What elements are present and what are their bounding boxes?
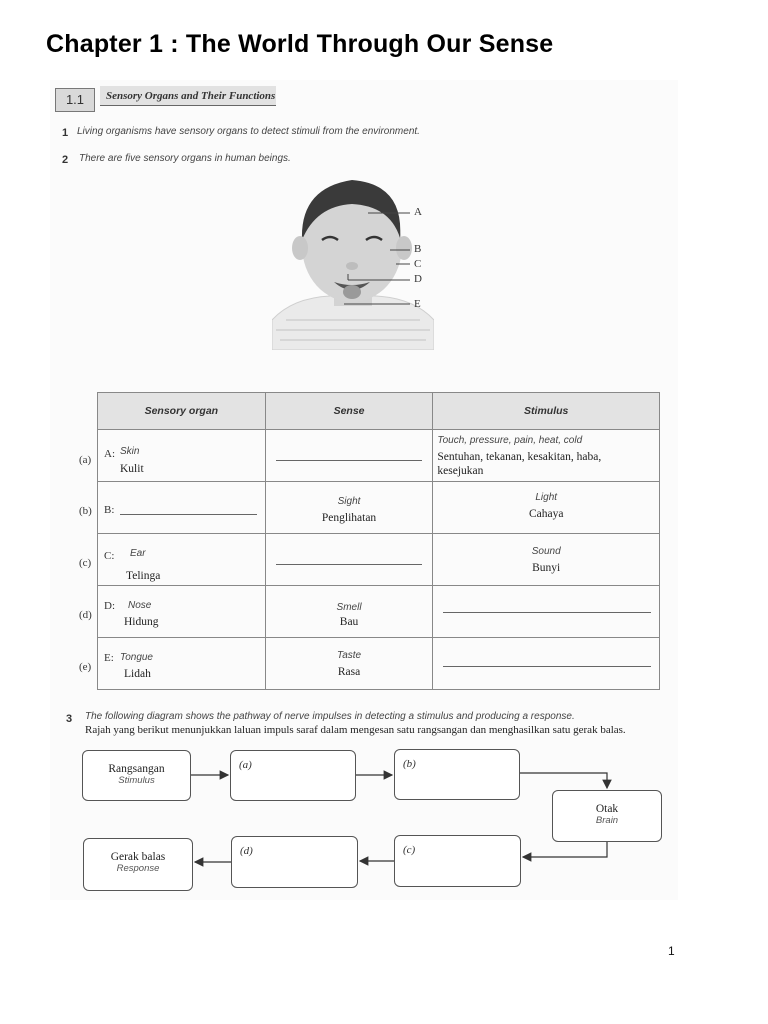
sense-malay: Bau (339, 616, 359, 628)
page-number: 1 (668, 944, 675, 958)
flow-label-b: (b) (403, 758, 416, 770)
sense-english: Smell (336, 602, 362, 613)
sense-english: Sight (337, 496, 361, 507)
sense-english: Taste (337, 650, 362, 661)
organ-letter: C: (104, 550, 115, 562)
arrow-brain-to-c (523, 842, 607, 857)
organ-malay: Kulit (120, 463, 144, 475)
stimulus-english: Touch, pressure, pain, heat, cold (437, 435, 583, 446)
stimulus-malay: Cahaya (528, 508, 564, 520)
brain-malay: Otak (595, 803, 619, 815)
question-1-number: 1 (62, 127, 69, 139)
header-sensory-organ: Sensory organ (98, 393, 266, 430)
face-label-d: D (414, 273, 422, 285)
header-sense: Sense (265, 393, 433, 430)
question-3-text-malay: Rajah yang berikut menunjukkan laluan impuls saraf dalam mengesan satu rangsangan dan menghasilkan satu gerak balas. (85, 724, 626, 736)
section-number: 1.1 (55, 88, 95, 112)
sense-malay: Rasa (337, 666, 361, 678)
organ-english: Tongue (120, 652, 153, 663)
organ-letter: E: (104, 652, 114, 664)
organ-malay: Hidung (124, 616, 159, 628)
flow-label-c: (c) (403, 844, 416, 856)
question-1-text: Living organisms have sensory organs to detect stimuli from the environment. (77, 126, 420, 137)
organ-letter: B: (104, 504, 115, 516)
organ-english: Nose (128, 600, 152, 611)
question-3-number: 3 (66, 713, 73, 725)
organ-english: Ear (130, 548, 146, 559)
face-label-e: E (414, 298, 421, 310)
face-label-a: A (414, 206, 422, 218)
arrow-b-to-brain (520, 773, 607, 788)
row-label-a: (a) (79, 454, 92, 466)
stimulus-malay: Sentuhan, tekanan, kesakitan, haba, kesejukan (437, 451, 602, 477)
row-label-c: (c) (79, 557, 92, 569)
row-label-d: (d) (79, 609, 92, 621)
question-2-text: There are five sensory organs in human beings. (79, 153, 291, 164)
organ-malay: Telinga (126, 570, 161, 582)
organ-letter: A: (104, 448, 115, 460)
face-label-b: B (414, 243, 422, 255)
question-2-number: 2 (62, 154, 69, 166)
chapter-title: Chapter 1 : The World Through Our Sense (46, 30, 554, 58)
brain-english: Brain (595, 815, 619, 826)
flow-label-d: (d) (240, 845, 253, 857)
row-label-b: (b) (79, 505, 92, 517)
response-english: Response (116, 863, 160, 874)
section-title: Sensory Organs and Their Functions (100, 86, 276, 106)
face-label-c: C (414, 258, 422, 270)
organ-malay: Lidah (124, 668, 151, 680)
organ-letter: D: (104, 600, 115, 612)
flow-label-a: (a) (239, 759, 252, 771)
stimulus-english: Light (535, 492, 558, 503)
organ-english: Skin (120, 446, 140, 457)
stimulus-malay: Bunyi (532, 562, 561, 574)
response-malay: Gerak balas (110, 851, 166, 863)
sense-malay: Penglihatan (321, 512, 377, 524)
question-3-text-english: The following diagram shows the pathway of nerve impulses in detecting a stimulus and producing a response. (85, 711, 575, 722)
stimulus-malay: Rangsangan (108, 763, 165, 775)
stimulus-english: Stimulus (118, 775, 155, 786)
header-stimulus: Stimulus (433, 393, 660, 430)
row-label-e: (e) (79, 661, 92, 673)
stimulus-english: Sound (531, 546, 561, 557)
